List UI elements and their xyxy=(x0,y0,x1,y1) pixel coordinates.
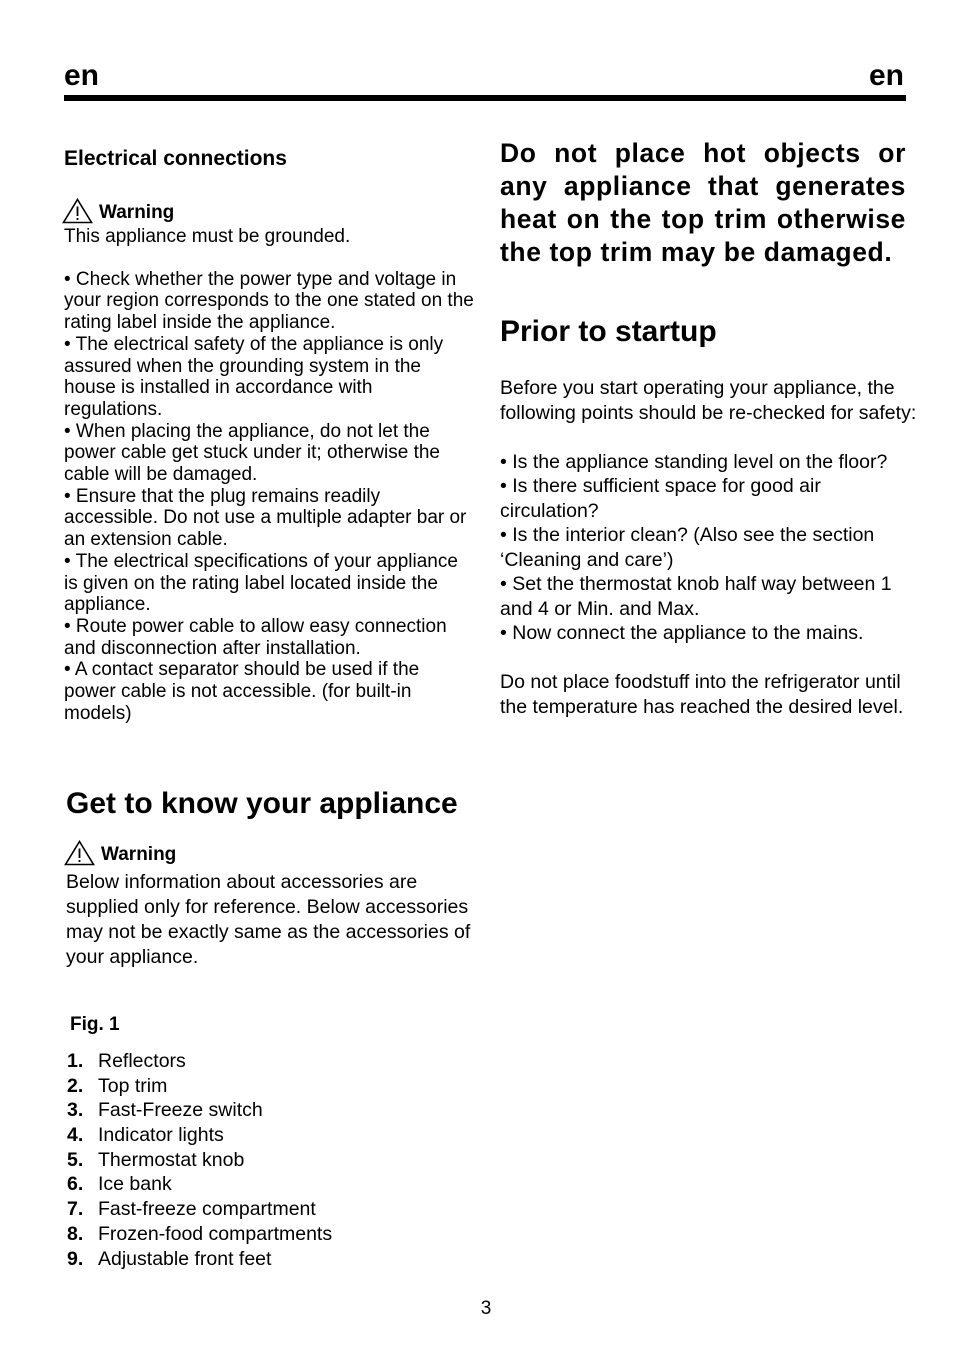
item-label: Top trim xyxy=(98,1074,168,1097)
startup-note: Do not place foodstuff into the refrigerator until the temperature has reached the desired level. xyxy=(500,671,904,718)
parts-list xyxy=(67,1049,332,1271)
electrical-bullet: • A contact separator should be used if the power cable is not accessible. (for built-in models) xyxy=(64,659,420,724)
item-number: 2. xyxy=(67,1074,84,1097)
electrical-connections-heading: Electrical connections xyxy=(64,147,287,170)
item-label: Thermostat knob xyxy=(98,1148,245,1171)
startup-bullet: • Now connect the appliance to the mains. xyxy=(500,622,864,644)
item-number: 1. xyxy=(67,1050,84,1072)
list-item xyxy=(67,1222,332,1247)
warning-label: Warning xyxy=(101,844,177,865)
page-number: 3 xyxy=(480,1298,492,1319)
startup-bullet: • Is the appliance standing level on the floor? xyxy=(500,450,888,473)
prior-to-startup-heading: Prior to startup xyxy=(500,315,717,348)
item-label: Fast-Freeze switch xyxy=(98,1099,263,1122)
startup-intro: Before you start operating your appliance, the following points should be re-checked for safety: xyxy=(500,377,917,424)
know-warning xyxy=(64,840,176,866)
get-to-know-heading: Get to know your appliance xyxy=(66,787,458,820)
header-rule xyxy=(64,95,906,101)
item-label: Indicator lights xyxy=(98,1124,224,1147)
item-number: 4. xyxy=(67,1124,84,1147)
top-trim-caution: Do not place hot objects or any appliance that generates heat on the top trim otherwise the top trim may be damaged. xyxy=(500,138,906,267)
startup-bullet: • Set the thermostat knob half way between 1 and 4 or Min. and Max. xyxy=(500,573,892,620)
electrical-bullet: • Check whether the power type and voltage in your region corresponds to the one stated on the rating label inside the appliance. xyxy=(64,268,474,334)
grounded-statement: This appliance must be grounded. xyxy=(64,226,351,247)
item-label: Frozen-food compartments xyxy=(98,1222,333,1245)
item-number: 6. xyxy=(67,1173,84,1196)
language-code-left: en xyxy=(64,59,100,92)
item-number: 5. xyxy=(67,1148,84,1171)
list-item xyxy=(67,1197,332,1222)
startup-bullet: • Is there sufficient space for good air circulation? xyxy=(500,475,821,522)
electrical-bullet: • Ensure that the plug remains readily accessible. Do not use a multiple adapter bar or an extension cable. xyxy=(64,485,467,551)
figure-label: Fig. 1 xyxy=(70,1014,120,1035)
accessories-disclaimer: Below information about accessories are supplied only for reference. Below accessories may not be exactly same as the accessories of your appliance. xyxy=(66,871,471,968)
item-number: 8. xyxy=(67,1222,84,1245)
warning-label: Warning xyxy=(99,202,175,223)
startup-body xyxy=(500,376,920,719)
item-label: Reflectors xyxy=(98,1050,186,1072)
item-number: 9. xyxy=(67,1247,84,1270)
item-number: 7. xyxy=(67,1198,84,1221)
language-code-right: en xyxy=(868,59,904,92)
item-number: 3. xyxy=(67,1099,84,1122)
list-item xyxy=(67,1049,332,1074)
electrical-warning xyxy=(62,198,174,224)
warning-icon xyxy=(64,840,95,866)
item-label: Ice bank xyxy=(98,1173,172,1196)
item-label: Adjustable front feet xyxy=(98,1247,272,1270)
list-item xyxy=(67,1148,332,1173)
list-item xyxy=(67,1074,332,1099)
startup-bullet: • Is the interior clean? (Also see the section ‘Cleaning and care’) xyxy=(500,524,875,571)
list-item xyxy=(67,1172,332,1197)
electrical-bullet: • The electrical safety of the appliance is only assured when the grounding system in the house is installed in accordance with regulations. xyxy=(64,333,444,420)
electrical-bullet: • The electrical specifications of your appliance is given on the rating label located inside the appliance. xyxy=(64,550,458,616)
list-item xyxy=(67,1098,332,1123)
electrical-body xyxy=(64,226,474,724)
list-item xyxy=(67,1123,332,1148)
item-label: Fast-freeze compartment xyxy=(98,1198,316,1221)
list-item xyxy=(67,1247,332,1272)
electrical-bullet: • Route power cable to allow easy connection and disconnection after installation. xyxy=(64,615,447,659)
electrical-bullet: • When placing the appliance, do not let the power cable get stuck under it; otherwise the cable will be damaged. xyxy=(64,420,440,486)
warning-icon xyxy=(62,198,93,224)
